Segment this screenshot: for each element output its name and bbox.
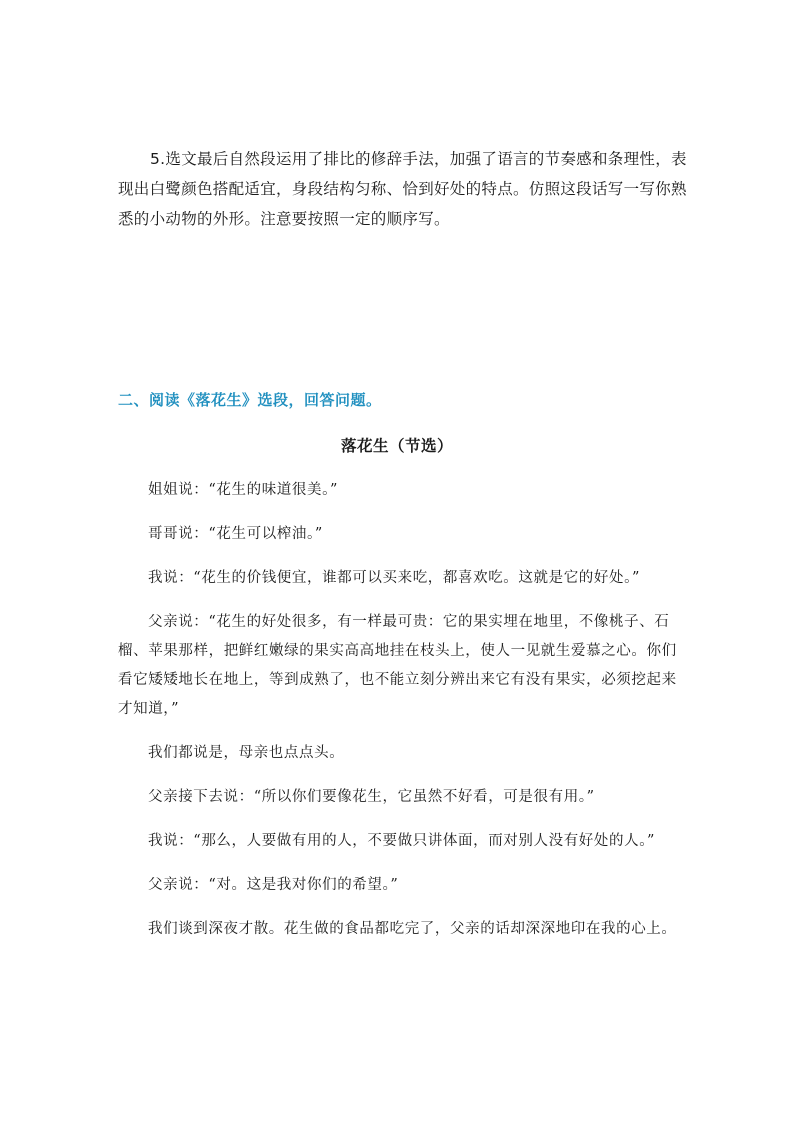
question-5 xyxy=(118,144,698,234)
passage-paragraph: 我说：“那么，人要做有用的人，不要做只讲体面，而对别人没有好处的人。” xyxy=(148,833,656,849)
passage-paragraph: 父亲接下去说：“所以你们要像花生，它虽然不好看，可是很有用。” xyxy=(148,789,595,805)
passage-paragraph: 我们谈到深夜才散。花生做的食品都吃完了，父亲的话却深深地印在我的心上。 xyxy=(148,921,677,937)
passage-paragraph: 我说：“花生的价钱便宜，谁都可以买来吃，都喜欢吃。这就是它的好处。” xyxy=(148,570,640,586)
passage-paragraph: 我们都说是，母亲也点点头。 xyxy=(148,745,345,761)
question-5-text: 5.选文最后自然段运用了排比的修辞手法，加强了语言的节奏感和条理性，表现出白鹭颜色搭配适宜，身段结构匀称、恰到好处的特点。仿照这段话写一写你熟悉的小动物的外形。注意要按照一定的顺序写。 xyxy=(118,150,687,228)
passage-paragraph: 哥哥说：“花生可以榨油。” xyxy=(148,526,323,542)
passage-paragraph: 父亲说：“对。这是我对你们的希望。” xyxy=(148,877,399,893)
section-2-heading: 二、阅读《落花生》选段，回答问题。 xyxy=(118,391,382,409)
passage-paragraph: 父亲说：“花生的好处很多，有一样最可贵：它的果实埋在地里，不像桃子、石榴、苹果那样，把鲜红嫩绿的果实高高地挂在枝头上，使人一见就生爱慕之心。你们看它矮矮地长在地上，等到成熟了，也不能立刻分辨出来它有没有果实，必须挖起来才知道，” xyxy=(118,614,677,717)
passage-paragraph: 姐姐说：“花生的味道很美。” xyxy=(148,482,338,498)
passage-body xyxy=(118,476,678,959)
passage-title: 落花生（节选） xyxy=(340,437,453,455)
